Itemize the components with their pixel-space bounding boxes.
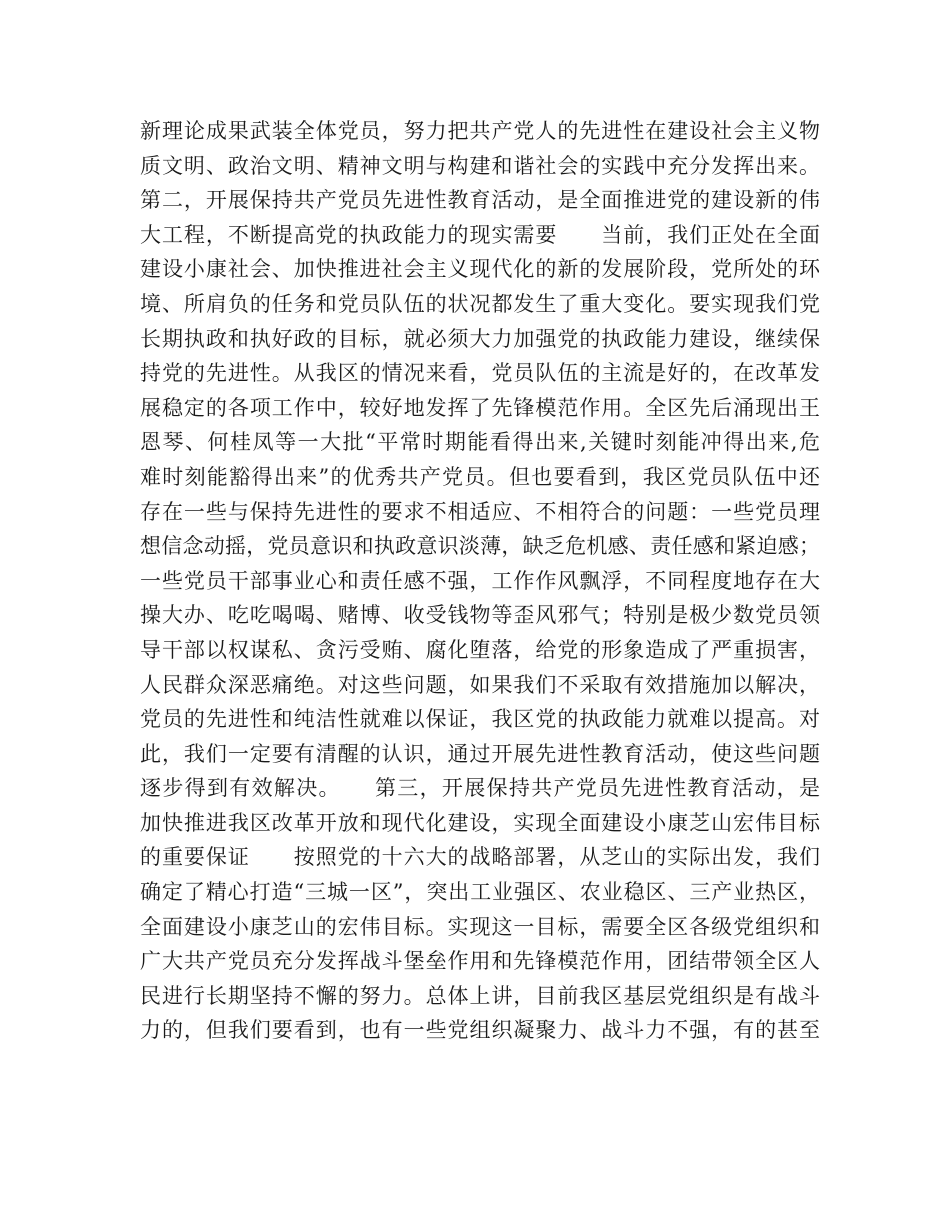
text-line: 长期执政和执好政的目标，就必须大力加强党的执政能力建设，继续保 xyxy=(140,326,820,351)
text-line: 民进行长期坚持不懈的努力。总体上讲，目前我区基层党组织是有战斗 xyxy=(140,983,820,1008)
text-line: 确定了精心打造“三城一区”，突出工业强区、农业稳区、三产业热区， xyxy=(140,880,820,905)
text-line: 加快推进我区改革开放和现代化建设，实现全面建设小康芝山宏伟目标 xyxy=(140,810,820,835)
text-line: 的重要保证 按照党的十六大的战略部署，从芝山的实际出发，我们 xyxy=(140,845,820,870)
text-line: 质文明、政治文明、精神文明与构建和谐社会的实践中充分发挥出来。 xyxy=(140,153,820,178)
text-line: 操大办、吃吃喝喝、赌博、收受钱物等歪风邪气；特别是极少数党员领 xyxy=(140,603,820,628)
text-line: 展稳定的各项工作中，较好地发挥了先锋模范作用。全区先后涌现出王 xyxy=(140,395,820,420)
text-line: 想信念动摇，党员意识和执政意识淡薄，缺乏危机感、责任感和紧迫感； xyxy=(140,534,820,559)
text-line: 一些党员干部事业心和责任感不强，工作作风飘浮，不同程度地存在大 xyxy=(140,568,820,593)
text-line: 建设小康社会、加快推进社会主义现代化的新的发展阶段，党所处的环 xyxy=(140,257,820,282)
text-line: 逐步得到有效解决。 第三，开展保持共产党员先进性教育活动，是 xyxy=(140,776,820,801)
text-line: 大工程，不断提高党的执政能力的现实需要 当前，我们正处在全面 xyxy=(140,222,820,247)
text-line: 存在一些与保持先进性的要求不相适应、不相符合的问题：一些党员理 xyxy=(140,499,820,524)
text-line: 广大共产党员充分发挥战斗堡垒作用和先锋模范作用，团结带领全区人 xyxy=(140,949,820,974)
text-line: 第二，开展保持共产党员先进性教育活动，是全面推进党的建设新的伟 xyxy=(140,188,820,213)
text-line: 恩琴、何桂凤等一大批“平常时期能看得出来,关键时刻能冲得出来,危 xyxy=(140,430,820,455)
text-line: 党员的先进性和纯洁性就难以保证，我区党的执政能力就难以提高。对 xyxy=(140,707,820,732)
text-line: 力的，但我们要看到，也有一些党组织凝聚力、战斗力不强，有的甚至 xyxy=(140,1018,820,1043)
text-line: 导干部以权谋私、贪污受贿、腐化堕落，给党的形象造成了严重损害， xyxy=(140,637,820,662)
text-line: 此，我们一定要有清醒的认识，通过开展先进性教育活动，使这些问题 xyxy=(140,741,820,766)
text-line: 人民群众深恶痛绝。对这些问题，如果我们不采取有效措施加以解决， xyxy=(140,672,820,697)
body-text xyxy=(140,114,820,1048)
text-line: 全面建设小康芝山的宏伟目标。实现这一目标，需要全区各级党组织和 xyxy=(140,914,820,939)
text-line: 难时刻能豁得出来”的优秀共产党员。但也要看到，我区党员队伍中还 xyxy=(140,464,820,489)
text-line: 持党的先进性。从我区的情况来看，党员队伍的主流是好的，在改革发 xyxy=(140,361,820,386)
text-line: 境、所肩负的任务和党员队伍的状况都发生了重大变化。要实现我们党 xyxy=(140,291,820,316)
text-line: 新理论成果武装全体党员，努力把共产党人的先进性在建设社会主义物 xyxy=(140,119,820,143)
